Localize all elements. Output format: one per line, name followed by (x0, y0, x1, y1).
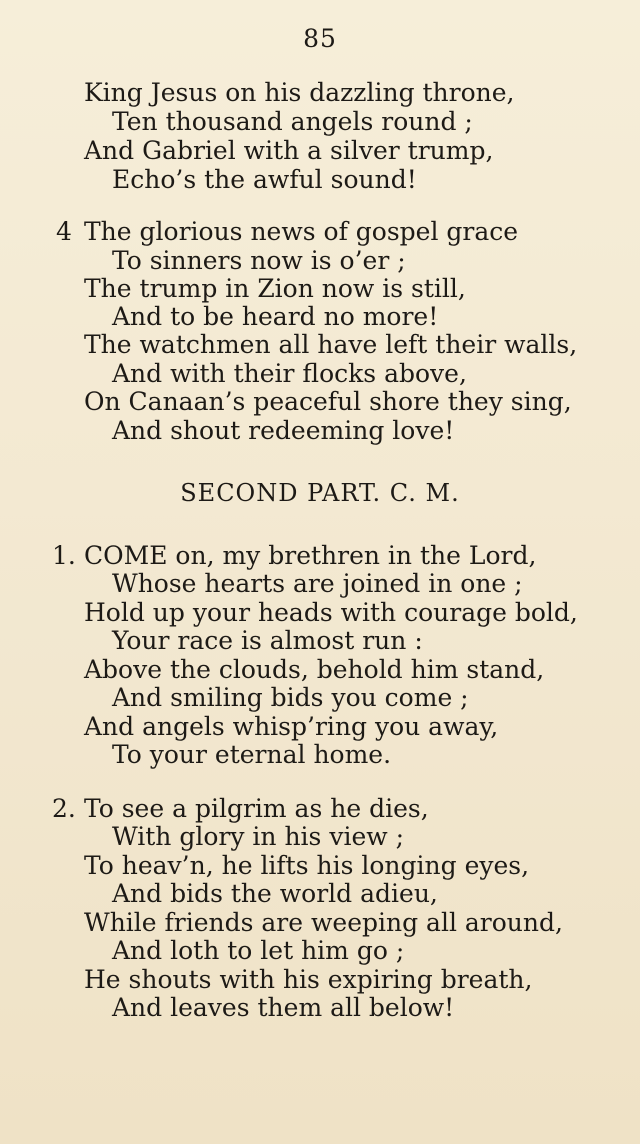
verse-line: With glory in his view ; (112, 822, 405, 851)
verse-line: The glorious news of gospel grace (84, 217, 519, 246)
page-number: 85 (303, 24, 337, 53)
verse-line: To your eternal home. (112, 740, 392, 769)
verse-line: And to be heard no more! (112, 302, 439, 331)
verse-line: And loth to let him go ; (112, 936, 405, 965)
verse-line: On Canaan’s peaceful shore they sing, (84, 387, 572, 416)
verse-line: Hold up your heads with courage bold, (84, 598, 578, 627)
verse-line: King Jesus on his dazzling throne, (84, 78, 515, 107)
verse-line: He shouts with his expiring breath, (84, 965, 533, 994)
verse-line: Ten thousand angels round ; (112, 107, 473, 136)
section-heading: SECOND PART. C. M. (180, 479, 460, 507)
verse-line: And smiling bids you come ; (112, 683, 469, 712)
verse-line: Whose hearts are joined in one ; (112, 569, 523, 598)
verse-line: Above the clouds, behold him stand, (84, 655, 545, 684)
verse-line: While friends are weeping all around, (84, 908, 563, 937)
verse-line: And leaves them all below! (112, 993, 455, 1022)
stanza-number: 2. (52, 794, 76, 823)
stanza-number: 1. (52, 541, 76, 570)
verse-line: Echo’s the awful sound! (112, 165, 417, 194)
stanza-number: 4 (56, 217, 72, 246)
verse-line: And with their flocks above, (112, 359, 467, 388)
verse-line: The trump in Zion now is still, (84, 274, 466, 303)
verse-line: And bids the world adieu, (112, 879, 438, 908)
verse-line: And angels whisp’ring you away, (84, 712, 499, 741)
verse-line: And Gabriel with a silver trump, (84, 136, 494, 165)
verse-line: To see a pilgrim as he dies, (84, 794, 429, 823)
verse-line: COME on, my brethren in the Lord, (84, 541, 537, 570)
verse-line: Your race is almost run : (112, 626, 423, 655)
verse-line: To heav’n, he lifts his longing eyes, (84, 851, 530, 880)
verse-line: The watchmen all have left their walls, (84, 330, 578, 359)
verse-line: And shout redeeming love! (112, 416, 455, 445)
verse-line: To sinners now is o’er ; (112, 246, 406, 275)
